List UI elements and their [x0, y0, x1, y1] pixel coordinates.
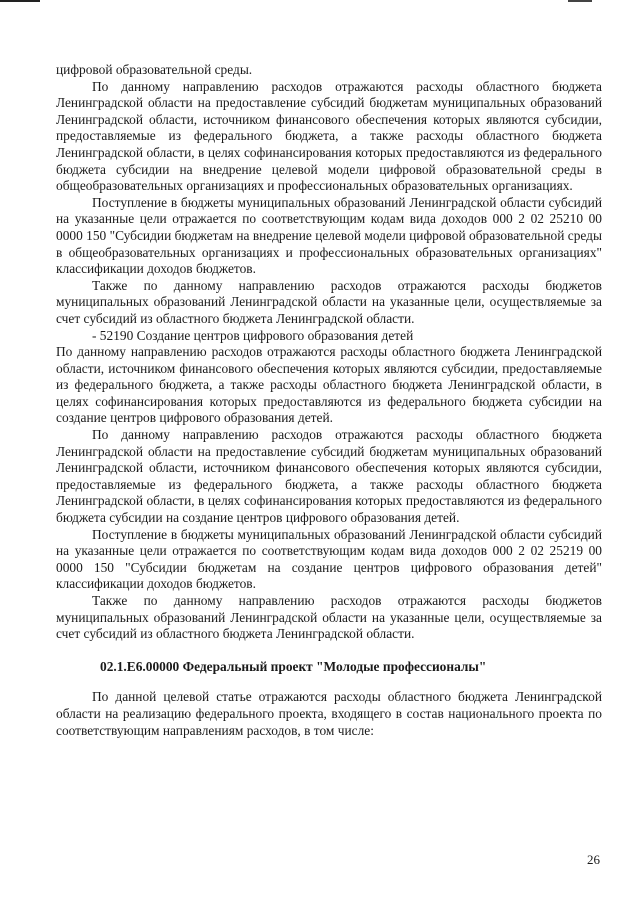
- paragraph: Поступление в бюджеты муниципальных образований Ленинградской области субсидий на указанные цели отражается по соответствующим кодам вида доходов 000 2 02 25219 00 0000 150 "Субсидии бюджетам на создание центров цифрового образования детей" классификации доходов бюджетов.: [56, 526, 602, 592]
- paragraph: Поступление в бюджеты муниципальных образований Ленинградской области субсидий на указанные цели отражается по соответствующим кодам вида доходов 000 2 02 25210 00 0000 150 "Субсидии бюджетам на внедрение целевой модели цифровой образовательной среды в общеобразовательных организациях и профессиональных образовательных организациях" классификации доходов бюджетов.: [56, 194, 602, 277]
- section-heading: 02.1.Е6.00000 Федеральный проект "Молодые профессионалы": [100, 658, 487, 674]
- document-body: [56, 62, 602, 739]
- paragraph: По данной целевой статье отражаются расходы областного бюджета Ленинградской области на реализацию федерального проекта, входящего в состав национального проекта по соответствующим направлениям расходов, в том числе:: [56, 689, 602, 738]
- paragraph: По данному направлению расходов отражаются расходы областного бюджета Ленинградской области на предоставление субсидий бюджетам муниципальных образований Ленинградской области, источником финансового обеспечения которых являются субсидии, предоставляемые из федерального бюджета, а также расходы областного бюджета Ленинградской области, в целях софинансирования которых предоставляются из федерального бюджета субсидии на создание центров цифрового образования детей.: [56, 427, 602, 526]
- page-number: 26: [587, 852, 600, 867]
- paragraph: Также по данному направлению расходов отражаются расходы бюджетов муниципальных образований Ленинградской области на указанные цели, осуществляемые за счет субсидий из областного бюджета Ленинградской области.: [56, 277, 602, 326]
- paragraph: Также по данному направлению расходов отражаются расходы бюджетов муниципальных образований Ленинградской области на указанные цели, осуществляемые за счет субсидий из областного бюджета Ленинградской области.: [56, 593, 602, 642]
- expense-direction-item: - 52190 Создание центров цифрового образования детей: [92, 327, 414, 343]
- scan-edge-mark-left: [0, 0, 40, 2]
- paragraph: По данному направлению расходов отражаются расходы областного бюджета Ленинградской области, источником финансового обеспечения которых являются субсидии, предоставляемые из федерального бюджета, а также расходы областного бюджета Ленинградской области, в целях софинансирования которых предоставляются из федерального бюджета субсидии на создание центров цифрового образования детей.: [56, 344, 602, 426]
- scan-edge-mark-right: [568, 0, 592, 2]
- paragraph: По данному направлению расходов отражаются расходы областного бюджета Ленинградской области на предоставление субсидий бюджетам муниципальных образований Ленинградской области, источником финансового обеспечения которых являются субсидии, предоставляемые из федерального бюджета, а также расходы областного бюджета Ленинградской области, в целях софинансирования которых предоставляются из федерального бюджета субсидии на внедрение целевой модели цифровой образовательной среды в общеобразовательных организациях и профессиональных образовательных организациях.: [56, 78, 602, 194]
- paragraph-continuation: цифровой образовательной среды.: [56, 62, 253, 77]
